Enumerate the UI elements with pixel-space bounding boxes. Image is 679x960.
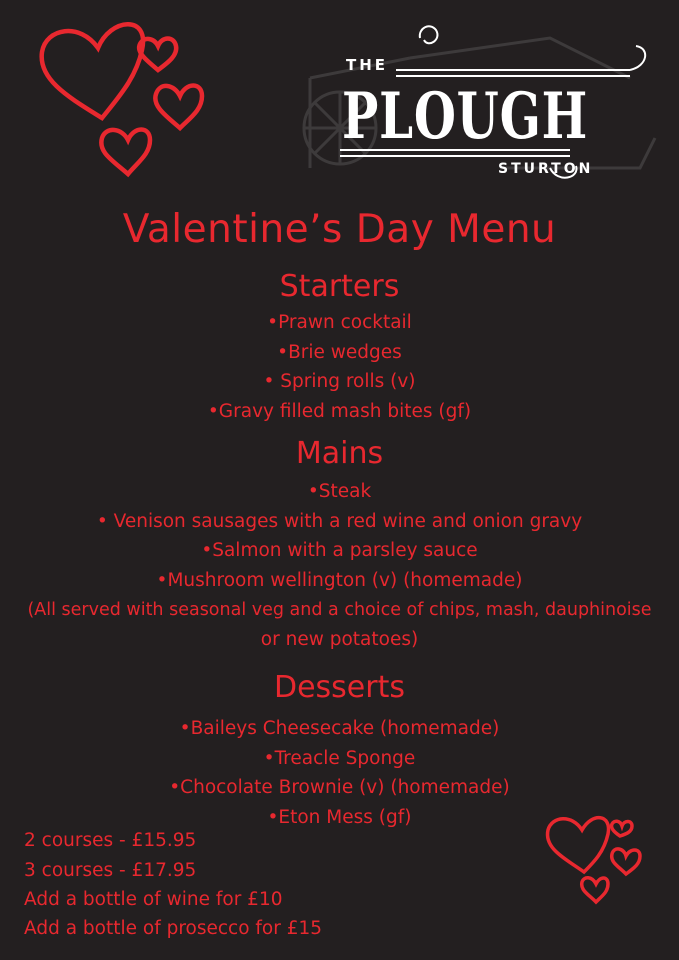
dessert-item: •Baileys Cheesecake (homemade): [179, 718, 500, 739]
price-line: 3 courses - £17.95: [24, 860, 197, 881]
mains-note: or new potatoes): [260, 629, 419, 650]
main-item: •Mushroom wellington (v) (homemade): [156, 570, 523, 591]
the-plough-logo: [300, 18, 662, 188]
main-item: •Steak: [307, 481, 372, 502]
desserts-heading: Desserts: [273, 670, 405, 705]
starter-item: • Spring rolls (v): [263, 371, 416, 392]
main-item: •Salmon with a parsley sauce: [201, 540, 478, 561]
mains-note: (All served with seasonal veg and a choice of chips, mash, dauphinoise: [27, 600, 652, 620]
dessert-item: •Chocolate Brownie (v) (homemade): [169, 777, 510, 798]
menu-title: Valentine’s Day Menu: [122, 207, 557, 252]
logo-place: STURTON: [498, 161, 594, 177]
price-line: 2 courses - £15.95: [24, 830, 197, 851]
dessert-item: •Treacle Sponge: [263, 748, 416, 769]
price-line: Add a bottle of wine for £10: [24, 889, 283, 910]
starter-item: •Gravy filled mash bites (gf): [207, 401, 472, 422]
logo-the: THE: [346, 56, 389, 74]
logo-name: PLOUGH: [342, 79, 588, 154]
hearts-decoration-top-left: [30, 10, 210, 180]
starter-item: •Brie wedges: [277, 342, 402, 363]
price-line: Add a bottle of prosecco for £15: [24, 918, 323, 939]
hearts-decoration-bottom-right: [540, 808, 650, 908]
starters-heading: Starters: [279, 269, 400, 304]
main-item: • Venison sausages with a red wine and onion gravy: [96, 511, 583, 532]
starter-item: •Prawn cocktail: [267, 312, 412, 333]
dessert-item: •Eton Mess (gf): [267, 807, 412, 828]
mains-heading: Mains: [295, 436, 384, 471]
